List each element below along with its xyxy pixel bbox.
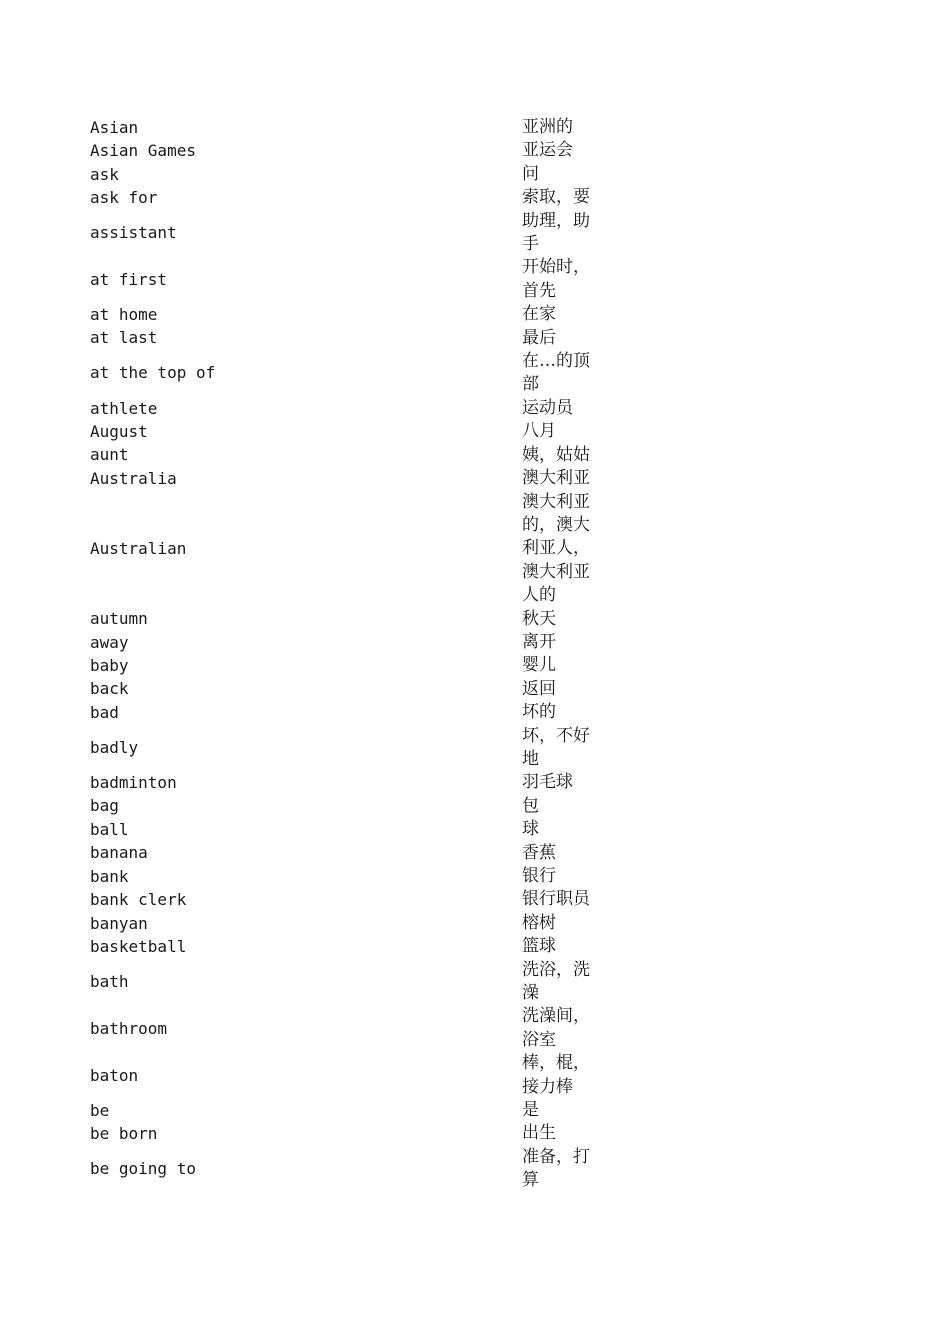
chinese-meaning: 坏，不好地 <box>522 725 590 769</box>
chinese-meaning: 篮球 <box>522 936 556 957</box>
english-term: autumn <box>90 609 148 629</box>
english-term: at home <box>90 304 158 324</box>
vocab-row <box>90 1146 610 1193</box>
chinese-meaning: 洗澡间，浴室 <box>522 1006 590 1050</box>
chinese-meaning: 亚洲的 <box>522 117 573 137</box>
english-term: aunt <box>90 445 129 465</box>
vocab-row <box>90 654 610 677</box>
english-term: back <box>90 679 129 699</box>
english-term: ask for <box>90 187 158 207</box>
vocab-row <box>90 1052 610 1099</box>
english-term: bath <box>90 972 129 992</box>
chinese-meaning: 出生 <box>522 1123 556 1144</box>
vocab-row <box>90 865 610 888</box>
chinese-meaning: 是 <box>522 1100 539 1121</box>
chinese-meaning: 索取，要 <box>522 187 590 208</box>
vocab-row <box>90 1099 610 1122</box>
english-term: be born <box>90 1124 158 1144</box>
chinese-meaning: 返回 <box>522 678 556 699</box>
chinese-meaning: 秋天 <box>522 608 556 629</box>
chinese-meaning: 洗浴，洗澡 <box>522 959 590 1004</box>
vocab-row <box>90 631 610 654</box>
chinese-meaning: 榕树 <box>522 912 556 933</box>
english-term: away <box>90 632 129 652</box>
vocab-row <box>90 935 610 958</box>
chinese-meaning: 开始时，首先 <box>522 257 590 301</box>
vocab-row <box>90 163 610 186</box>
vocab-row <box>90 256 610 303</box>
english-term: bag <box>90 796 119 816</box>
english-term: banyan <box>90 913 148 933</box>
chinese-meaning: 亚运会 <box>522 140 573 161</box>
chinese-meaning: 澳大利亚的，澳大利亚人，澳大利亚人的 <box>522 491 590 606</box>
chinese-meaning: 准备，打算 <box>522 1146 590 1191</box>
chinese-meaning: 最后 <box>522 327 556 348</box>
english-term: baton <box>90 1065 139 1085</box>
english-term: bank clerk <box>90 890 187 910</box>
vocab-row <box>90 608 610 631</box>
chinese-meaning: 八月 <box>522 421 556 442</box>
vocab-row <box>90 397 610 420</box>
english-term: ask <box>90 164 119 184</box>
vocab-row <box>90 350 610 397</box>
chinese-meaning: 香蕉 <box>522 842 556 863</box>
english-term: assistant <box>90 223 177 243</box>
chinese-meaning: 运动员 <box>522 397 573 418</box>
vocab-row <box>90 771 610 794</box>
vocab-row <box>90 116 610 139</box>
english-term: athlete <box>90 398 158 418</box>
vocab-row <box>90 210 610 257</box>
english-term: Australia <box>90 468 177 488</box>
english-term: badly <box>90 737 139 757</box>
english-term: badminton <box>90 773 177 793</box>
chinese-meaning: 在…的顶部 <box>522 351 590 395</box>
vocab-row <box>90 444 610 467</box>
vocabulary-list <box>90 116 610 1193</box>
vocab-row <box>90 139 610 162</box>
english-term: baby <box>90 656 129 676</box>
english-term: Asian <box>90 117 139 137</box>
english-term: bank <box>90 866 129 886</box>
vocab-row <box>90 467 610 490</box>
english-term: Australian <box>90 539 187 559</box>
vocab-row <box>90 842 610 865</box>
chinese-meaning: 棒，棍，接力棒 <box>522 1053 590 1097</box>
english-term: at first <box>90 269 168 289</box>
chinese-meaning: 包 <box>522 795 539 816</box>
vocab-row <box>90 327 610 350</box>
chinese-meaning: 球 <box>522 819 539 840</box>
vocab-row <box>90 912 610 935</box>
chinese-meaning: 婴儿 <box>522 655 556 676</box>
english-term: Asian Games <box>90 141 196 161</box>
vocab-row <box>90 818 610 841</box>
chinese-meaning: 银行 <box>522 866 556 886</box>
english-term: basketball <box>90 936 187 956</box>
vocab-row <box>90 678 610 701</box>
english-term: at the top of <box>90 363 216 383</box>
chinese-meaning: 银行职员 <box>522 889 590 910</box>
chinese-meaning: 姨，姑姑 <box>522 444 590 465</box>
chinese-meaning: 离开 <box>522 631 556 652</box>
english-term: ball <box>90 819 129 839</box>
chinese-meaning: 助理，助手 <box>522 210 590 255</box>
vocab-row <box>90 888 610 911</box>
chinese-meaning: 澳大利亚 <box>522 468 590 489</box>
vocab-row <box>90 959 610 1006</box>
english-term: banana <box>90 843 148 863</box>
vocab-row <box>90 420 610 443</box>
chinese-meaning: 坏的 <box>522 702 556 723</box>
vocab-row <box>90 186 610 209</box>
vocab-row <box>90 303 610 326</box>
english-term: be <box>90 1100 110 1120</box>
english-term: at last <box>90 328 158 348</box>
english-term: bathroom <box>90 1018 168 1038</box>
vocab-row <box>90 795 610 818</box>
english-term: August <box>90 421 148 441</box>
chinese-meaning: 在家 <box>522 304 556 325</box>
vocab-row <box>90 1122 610 1145</box>
vocab-row <box>90 725 610 772</box>
english-term: bad <box>90 702 119 722</box>
vocab-row <box>90 701 610 724</box>
chinese-meaning: 羽毛球 <box>522 772 573 793</box>
english-term: be going to <box>90 1159 196 1179</box>
chinese-meaning: 问 <box>522 163 539 184</box>
vocab-row <box>90 1005 610 1052</box>
vocab-row <box>90 491 610 608</box>
